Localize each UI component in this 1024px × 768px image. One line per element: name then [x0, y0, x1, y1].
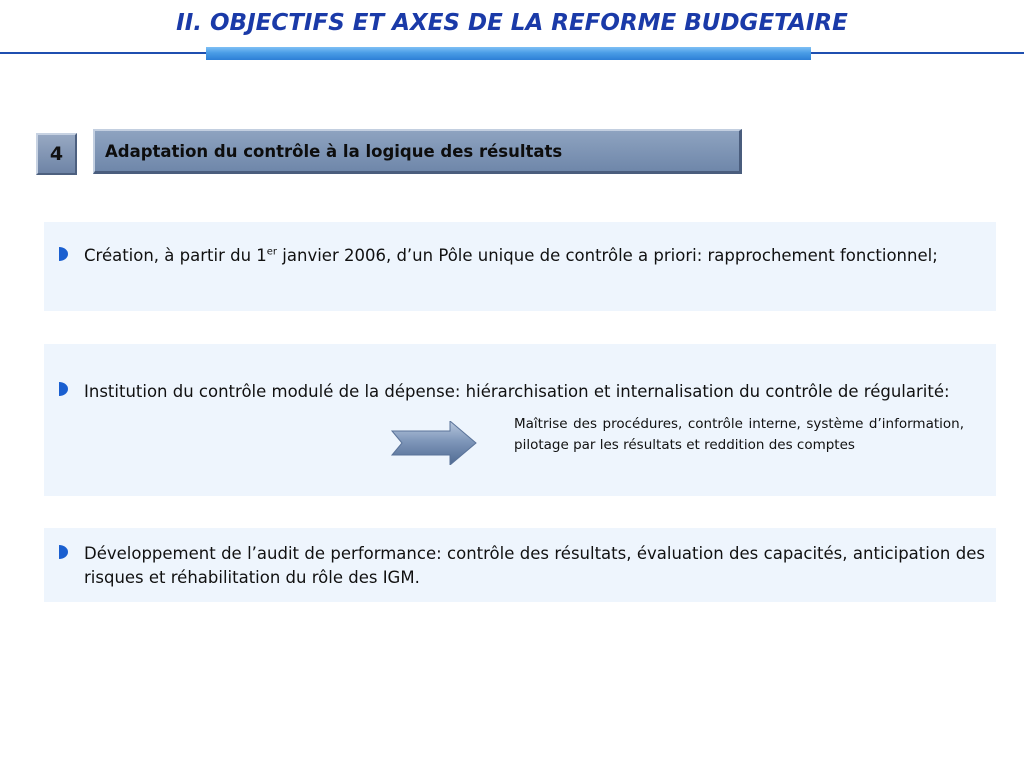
right-arrow-icon [390, 421, 478, 465]
title-rule-band [206, 47, 811, 60]
slide-title: II. OBJECTIFS ET AXES DE LA REFORME BUDGETAIRE [176, 10, 848, 36]
item-1-text-a: Création, à partir du 1 [84, 246, 267, 265]
section-number-box [36, 133, 77, 175]
item-2-text: Institution du contrôle modulé de la dépense: hiérarchisation et internalisation du contrôle de régularité: [84, 382, 950, 401]
section-title-bar [93, 129, 742, 174]
panel-item-1 [44, 222, 996, 311]
panel-item-3 [44, 528, 996, 602]
item-1-text [84, 244, 985, 268]
half-circle-bullet-icon [59, 382, 68, 396]
half-circle-bullet-icon [59, 545, 68, 559]
section-title: Adaptation du contrôle à la logique des résultats [105, 141, 563, 161]
item-1-sup: er [266, 246, 278, 258]
item-2-note: Maîtrise des procédures, contrôle interne, système d’information, pilotage par les résultats et reddition des comptes [514, 416, 964, 453]
item-3-text: Développement de l’audit de performance: contrôle des résultats, évaluation des capacités, anticipation des risques et réhabilitation du rôle des IGM. [84, 544, 985, 587]
half-circle-bullet-icon [59, 247, 68, 261]
section-number: 4 [49, 143, 64, 165]
panel-item-2 [44, 344, 996, 496]
item-1-text-b: janvier 2006, d’un Pôle unique de contrôle a priori: rapprochement fonctionnel; [277, 246, 938, 265]
